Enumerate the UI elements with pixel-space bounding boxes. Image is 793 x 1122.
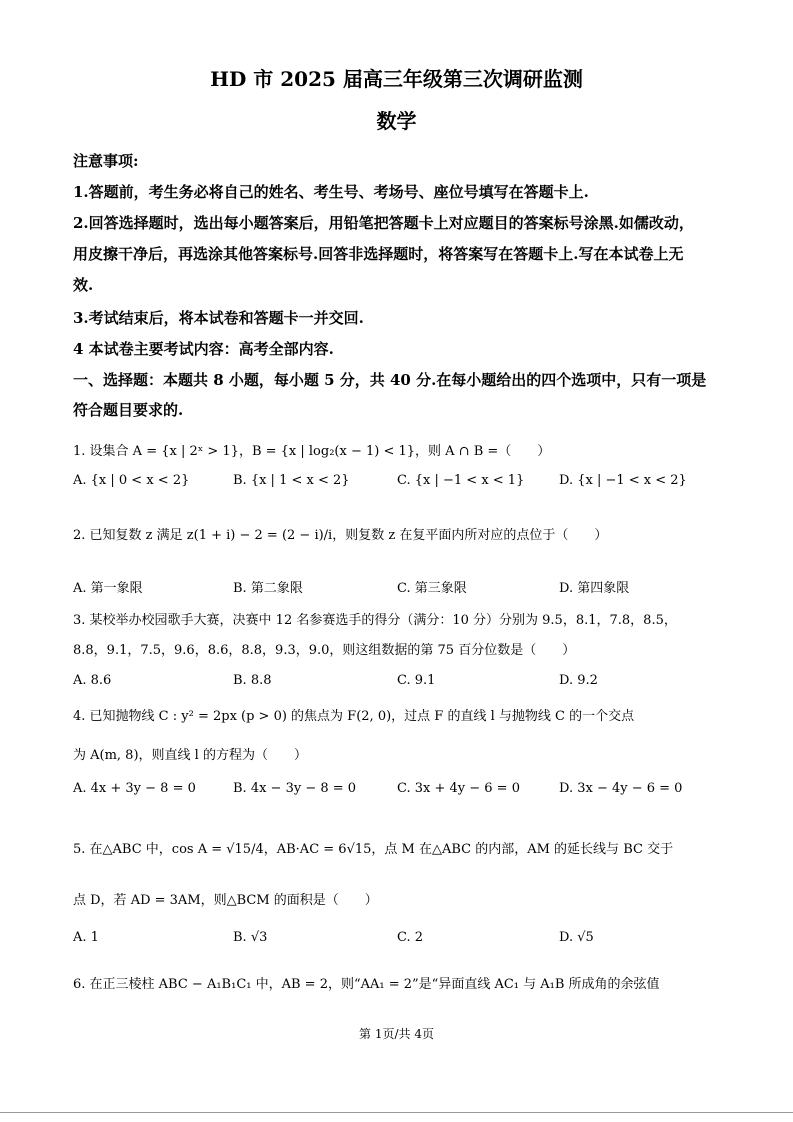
question-5-stem-2: 点 D，若 AD = 3AM，则△BCM 的面积是（ ） (73, 893, 378, 908)
notice-line-5: 3.考试结束后，将本试卷和答题卡一并交回. (73, 309, 364, 327)
exam-title: HD 市 2025 届高三年级第三次调研监测 (210, 67, 583, 91)
question-1-option-b: B. {x | 1 < x < 2} (233, 473, 350, 488)
page-number: 第 1页/共 4页 (359, 1027, 434, 1041)
question-5-stem-1: 5. 在△ABC 中，cos A = √15/4，AB·AC = 6√15，点 M 在△ABC 的内部，AM 的延长线与 BC 交于 (73, 842, 674, 857)
notice-heading: 注意事项: (73, 152, 139, 170)
question-1-option-a: A. {x | 0 < x < 2} (73, 473, 190, 488)
question-5-option-a: A. 1 (73, 930, 99, 945)
question-2-option-d: D. 第四象限 (559, 581, 630, 596)
notice-line-1: 1.答题前，考生务必将自己的姓名、考生号、考场号、座位号填写在答题卡上. (73, 183, 589, 201)
subject-title: 数学 (376, 109, 417, 133)
question-4-option-c: C. 3x + 4y − 6 = 0 (397, 781, 520, 796)
question-5-option-b: B. √3 (233, 930, 268, 945)
question-2-option-b: B. 第二象限 (233, 581, 303, 596)
question-3-stem-2: 8.8，9.1，7.5，9.6，8.6，8.8，9.3，9.0，则这组数据的第 75 百分位数是（ ） (73, 643, 576, 658)
question-2-option-a: A. 第一象限 (73, 581, 143, 596)
section-heading-line-2: 符合题目要求的. (73, 401, 184, 419)
question-4-stem-1: 4. 已知抛物线 C : y² = 2px (p > 0) 的焦点为 F(2, 0)，过点 F 的直线 l 与抛物线 C 的一个交点 (73, 709, 635, 724)
question-1-option-c: C. {x | −1 < x < 1} (397, 473, 525, 488)
question-6-stem: 6. 在正三棱柱 ABC − A₁B₁C₁ 中，AB = 2，则“AA₁ = 2”是“异面直线 AC₁ 与 A₁B 所成角的余弦值 (73, 977, 660, 992)
question-5-option-d: D. √5 (559, 930, 594, 945)
notice-line-6: 4 本试卷主要考试内容：高考全部内容. (73, 340, 334, 358)
question-2-stem: 2. 已知复数 z 满足 z(1 + i) − 2 = (2 − i)/i，则复数 z 在复平面内所对应的点位于（ ） (73, 528, 608, 543)
question-5-option-c: C. 2 (397, 930, 424, 945)
question-1-option-d: D. {x | −1 < x < 2} (559, 473, 687, 488)
question-3-option-b: B. 8.8 (233, 673, 272, 688)
question-4-option-a: A. 4x + 3y − 8 = 0 (73, 781, 196, 796)
question-3-stem-1: 3. 某校举办校园歌手大赛，决赛中 12 名参赛选手的得分（满分：10 分）分别为 9.5，8.1，7.8，8.5， (73, 613, 677, 628)
question-4-option-b: B. 4x − 3y − 8 = 0 (233, 781, 357, 796)
question-4-option-d: D. 3x − 4y − 6 = 0 (559, 781, 683, 796)
question-2-option-c: C. 第三象限 (397, 581, 467, 596)
section-heading-line-1: 一、选择题：本题共 8 小题，每小题 5 分，共 40 分.在每小题给出的四个选项中，只有一项是 (73, 371, 707, 389)
question-4-stem-2: 为 A(m, 8)，则直线 l 的方程为（ ） (73, 748, 307, 763)
question-3-option-a: A. 8.6 (73, 673, 112, 688)
notice-line-4: 效. (73, 276, 94, 294)
notice-line-2: 2.回答选择题时，选出每小题答案后，用铅笔把答题卡上对应题目的答案标号涂黑.如儒改动， (73, 214, 694, 232)
page-divider (0, 1112, 793, 1113)
question-1-stem: 1. 设集合 A = {x | 2ˣ > 1}，B = {x | log₂(x − 1) < 1}，则 A ∩ B =（ ） (73, 444, 551, 459)
question-3-option-d: D. 9.2 (559, 673, 598, 688)
question-3-option-c: C. 9.1 (397, 673, 436, 688)
notice-line-3: 用皮擦干净后，再选涂其他答案标号.回答非选择题时，将答案写在答题卡上.写在本试卷上无 (73, 245, 684, 263)
